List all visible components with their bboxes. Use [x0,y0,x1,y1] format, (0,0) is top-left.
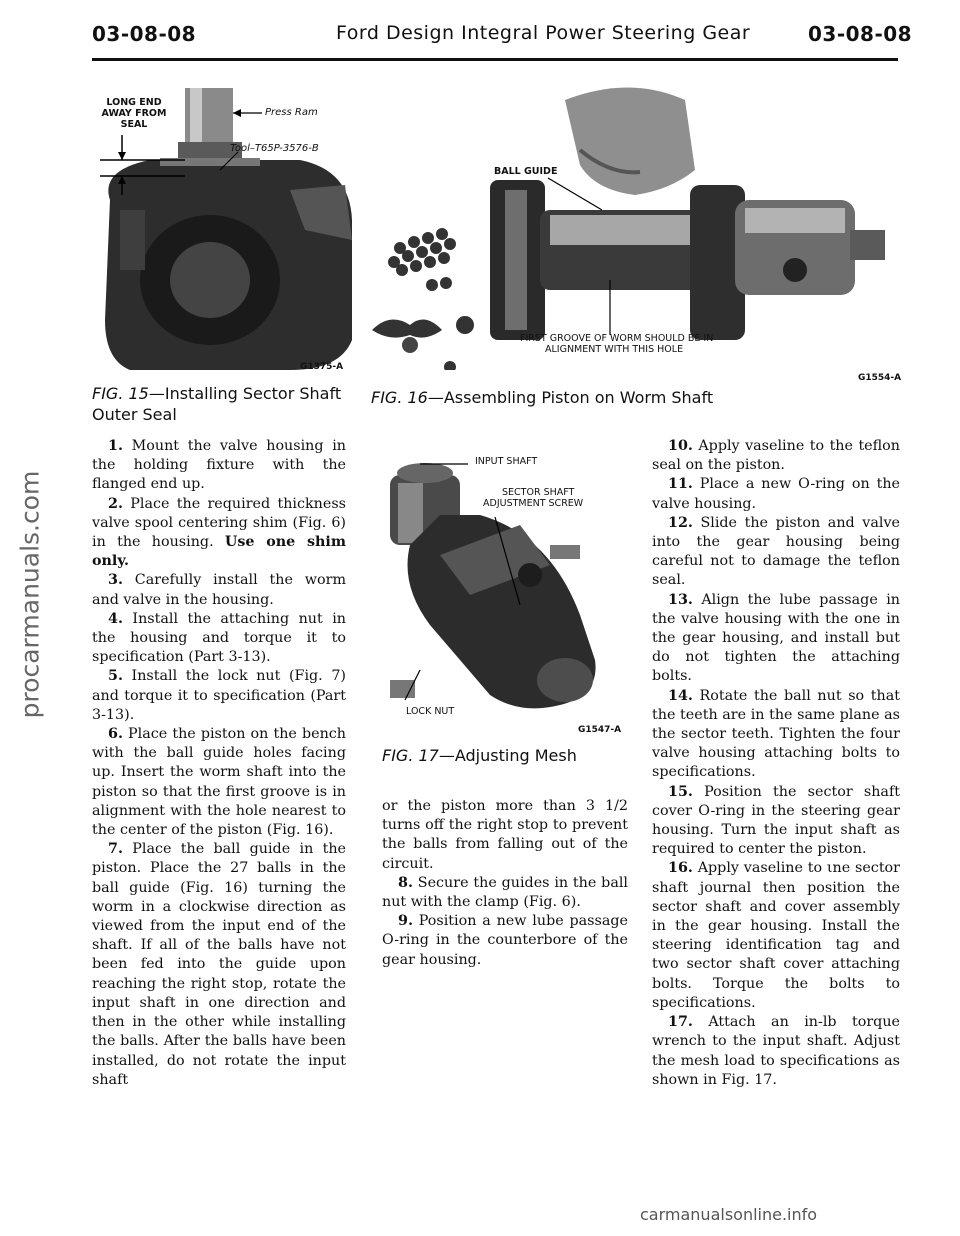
fig16-label-first-groove-line2: ALIGNMENT WITH THIS HOLE [545,344,684,355]
fig15-caption-text: —Installing Sector Shaft [148,384,342,403]
step-text: Attach an in-lb torque wrench to the input shaft. Adjust the mesh load to specifications as shown in Fig. 17. [652,1014,900,1088]
procedure-step [652,687,900,783]
fig15-label-line: SEAL [120,119,148,130]
step-text: Install the lock nut (Fig. 7) and torque it to specification (Part 3-13). [92,668,347,723]
fig17-caption-text: —Adjusting Mesh [438,746,577,765]
step-text: Mount the valve housing in the holding fixture with the flanged end up. [92,438,346,493]
step-number: 14. [668,687,693,704]
step-text: Place the ball guide in the piston. Place the 27 balls in the ball guide (Fig. 16) turning the worm in a clockwise direction as viewed from the input end of the shaft. If all of the balls have not been fed into the guide upon reaching the right stop, rotate the input shaft in one direction and then in the other while installing the balls. After the balls have been installed, do not rotate the input shaft [92,841,347,1088]
step-number: 15. [668,783,693,800]
procedure-step [382,874,628,912]
step-number: 6. [108,726,123,743]
procedure-step [92,610,346,668]
step-number: 9. [398,913,413,930]
fig17-label-sector-line1: SECTOR SHAFT [502,487,575,498]
step-number: 7. [108,841,123,858]
procedure-step [92,495,346,572]
step-text: Position a new lube passage O-ring in the counterbore of the gear housing. [382,913,628,968]
step-text: Position the sector shaft cover O-ring in the steering gear housing. Turn the input shaft as required to center the piston. [652,783,900,858]
procedure-step [382,912,628,970]
page-title: Ford Design Integral Power Steering Gear [336,22,751,44]
step-text: or the piston more than 3 1/2 turns off the right stop to prevent the balls from falling out of the circuit. [382,798,628,872]
step-number: 17. [668,1014,693,1031]
step-text: Slide the piston and valve into the gear housing being careful not to damage the teflon seal. [652,514,900,589]
fig17-label-lock-nut: LOCK NUT [406,706,455,717]
procedure-step [92,725,346,840]
page-code-left: 03-08-08 [92,22,197,46]
fig15-label-tool: Tool–T65P-3576-B [230,143,319,154]
fig16-caption-text: —Assembling Piston on Worm Shaft [427,388,714,407]
step-text: Apply vaseline to ιne sector shaft journal then position the sector shaft and cover assembly in the gear housing. Install the steering identification tag and two sector shaft cover attaching bolts. Torque the bolts to specifications. [652,860,900,1011]
step-number: 13. [668,591,693,608]
fig17-caption-number: FIG. 17 [382,746,439,765]
procedure-step [652,514,900,591]
fig15-label-long-end [95,97,173,130]
procedure-step [652,859,900,1013]
step-text: Align the lube passage in the valve housing with the one in the gear housing, and install but do not tighten the attaching bolts. [652,591,900,685]
procedure-step [92,571,346,609]
step-text: Carefully install the worm and valve in the housing. [92,572,347,608]
step-emphasis: Use one shim only. [92,534,346,570]
fig15-caption-text2: Outer Seal [92,405,177,424]
step-number: 12. [668,514,693,531]
procedure-step [382,797,628,874]
step-number: 1. [108,438,123,454]
step-number: 16. [668,860,693,877]
fig16-label-first-groove-line1: FIRST GROOVE OF WORM SHOULD BE IN [520,333,714,344]
procedure-step [652,475,900,513]
header-rule [92,58,898,61]
step-number: 11. [668,476,693,493]
fig15-label-press-ram: Press Ram [265,107,318,118]
watermark-bottom: carmanualsonline.info [640,1205,818,1224]
step-number: 8. [398,874,413,891]
watermark-left: procarmanuals.com [15,470,45,719]
fig17-label-input-shaft: INPUT SHAFT [475,456,538,467]
fig16-caption-number: FIG. 16 [371,388,428,407]
fig16-id: G1554-A [858,373,902,383]
fig17-id: G1547-A [578,725,622,735]
text-column-1 [92,437,346,1090]
step-number: 5. [108,668,123,685]
step-text: Rotate the ball nut so that the teeth are in the same plane as the sector teeth. Tighten the four valve housing attaching bolts to specifications. [652,687,900,781]
procedure-step [92,667,346,725]
procedure-step [92,437,346,495]
fig17-label-sector-line2: ADJUSTMENT SCREW [483,498,584,509]
fig15-caption-number: FIG. 15 [92,384,149,403]
fig16-illustration [370,80,900,370]
procedure-step [652,437,900,475]
procedure-step [652,1013,900,1090]
step-text: Place a new O-ring on the valve housing. [652,476,900,512]
step-number: 3. [108,572,123,589]
step-text: Place the piston on the bench with the ball guide holes facing up. Insert the worm shaft into the piston so that the first groove is in alignment with the hole nearest to the center of the piston (Fig. 16). [92,726,347,839]
step-text: Install the attaching nut in the housing and torque it to specification (Part 3-13). [92,610,346,666]
step-text: Apply vaseline to the teflon seal on the piston. [652,438,900,474]
fig15-id: G1375-A [300,362,344,372]
step-text: Place the required thickness valve spool centering shim (Fig. 6) in the housing. [92,495,346,551]
step-number: 2. [108,495,123,512]
procedure-step [652,783,900,860]
fig15-label-line: AWAY FROM [101,108,167,119]
step-number: 4. [108,610,123,627]
fig15-label-line: LONG END [106,97,162,108]
fig16-caption [371,387,713,408]
fig17-caption [382,745,577,766]
procedure-step [652,591,900,687]
text-column-3 [652,437,900,1090]
page-code-right: 03-08-08 [808,22,913,46]
fig16-label-ball-guide: BALL GUIDE [494,166,558,177]
procedure-step [92,840,346,1090]
step-text: Secure the guides in the ball nut with the clamp (Fig. 6). [382,874,628,911]
fig15-caption [92,383,342,425]
step-number: 10. [668,438,693,454]
text-column-2 [382,797,628,970]
